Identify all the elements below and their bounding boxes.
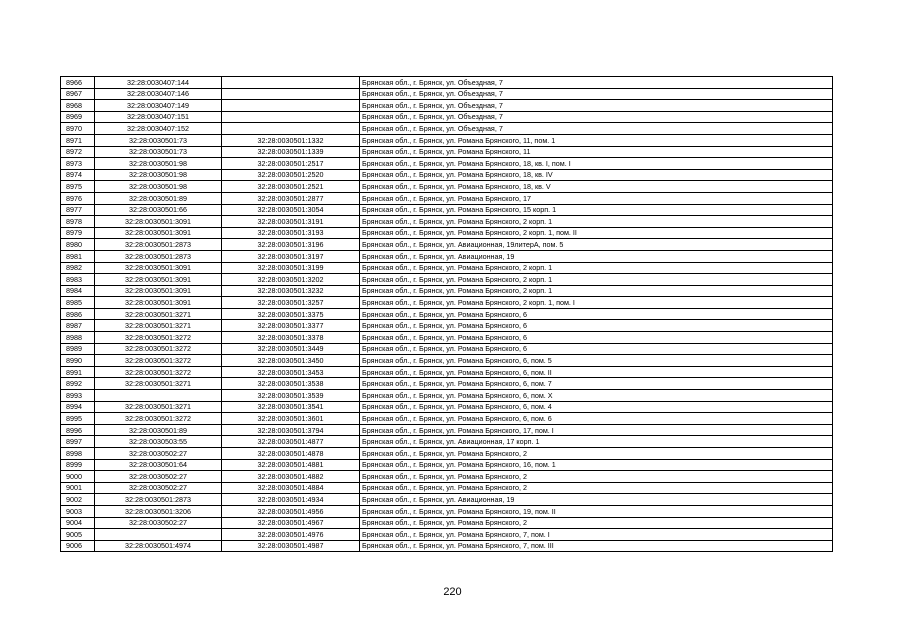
cadastral-number-cell: 32:28:0030407:149 bbox=[95, 100, 222, 112]
table-row bbox=[61, 134, 833, 146]
object-cadastral-number-cell: 32:28:0030501:4956 bbox=[222, 505, 360, 517]
cadastral-number-cell: 32:28:0030502:27 bbox=[95, 471, 222, 483]
cadastral-table bbox=[60, 76, 833, 552]
table-row bbox=[61, 413, 833, 425]
object-cadastral-number-cell: 32:28:0030501:3538 bbox=[222, 378, 360, 390]
table-row bbox=[61, 320, 833, 332]
row-number-cell: 8994 bbox=[61, 401, 95, 413]
table-row bbox=[61, 123, 833, 135]
cadastral-number-cell: 32:28:0030407:144 bbox=[95, 77, 222, 89]
table-row bbox=[61, 308, 833, 320]
row-number-cell: 8977 bbox=[61, 204, 95, 216]
cadastral-number-cell: 32:28:0030501:3091 bbox=[95, 262, 222, 274]
cadastral-number-cell: 32:28:0030501:98 bbox=[95, 181, 222, 193]
object-cadastral-number-cell: 32:28:0030501:4967 bbox=[222, 517, 360, 529]
row-number-cell: 8970 bbox=[61, 123, 95, 135]
object-cadastral-number-cell: 32:28:0030501:4878 bbox=[222, 448, 360, 460]
object-cadastral-number-cell bbox=[222, 111, 360, 123]
cadastral-number-cell: 32:28:0030501:3091 bbox=[95, 216, 222, 228]
address-cell: Брянская обл., г. Брянск, ул. Романа Брянского, 6, пом. X bbox=[360, 390, 833, 402]
object-cadastral-number-cell: 32:28:0030501:3197 bbox=[222, 250, 360, 262]
table-row bbox=[61, 111, 833, 123]
table-row bbox=[61, 401, 833, 413]
address-cell: Брянская обл., г. Брянск, ул. Романа Брянского, 2 bbox=[360, 448, 833, 460]
object-cadastral-number-cell: 32:28:0030501:3539 bbox=[222, 390, 360, 402]
cadastral-number-cell: 32:28:0030501:3206 bbox=[95, 505, 222, 517]
object-cadastral-number-cell: 32:28:0030501:3196 bbox=[222, 239, 360, 251]
cadastral-number-cell: 32:28:0030501:3091 bbox=[95, 227, 222, 239]
address-cell: Брянская обл., г. Брянск, ул. Романа Брянского, 2 bbox=[360, 517, 833, 529]
row-number-cell: 8993 bbox=[61, 390, 95, 402]
row-number-cell: 8988 bbox=[61, 332, 95, 344]
table-row bbox=[61, 239, 833, 251]
address-cell: Брянская обл., г. Брянск, ул. Объездная, 7 bbox=[360, 111, 833, 123]
table-row bbox=[61, 181, 833, 193]
row-number-cell: 8987 bbox=[61, 320, 95, 332]
table-row bbox=[61, 448, 833, 460]
row-number-cell: 8985 bbox=[61, 297, 95, 309]
row-number-cell: 8978 bbox=[61, 216, 95, 228]
object-cadastral-number-cell bbox=[222, 100, 360, 112]
cadastral-number-cell: 32:28:0030503:55 bbox=[95, 436, 222, 448]
address-cell: Брянская обл., г. Брянск, ул. Романа Брянского, 15 корп. 1 bbox=[360, 204, 833, 216]
object-cadastral-number-cell: 32:28:0030501:3449 bbox=[222, 343, 360, 355]
cadastral-number-cell: 32:28:0030501:3272 bbox=[95, 332, 222, 344]
cadastral-number-cell: 32:28:0030501:73 bbox=[95, 146, 222, 158]
table-row bbox=[61, 424, 833, 436]
address-cell: Брянская обл., г. Брянск, ул. Романа Брянского, 6, пом. 4 bbox=[360, 401, 833, 413]
row-number-cell: 8986 bbox=[61, 308, 95, 320]
cadastral-number-cell: 32:28:0030501:2873 bbox=[95, 494, 222, 506]
table-row bbox=[61, 505, 833, 517]
cadastral-number-cell: 32:28:0030501:98 bbox=[95, 169, 222, 181]
row-number-cell: 8981 bbox=[61, 250, 95, 262]
row-number-cell: 8967 bbox=[61, 88, 95, 100]
row-number-cell: 8975 bbox=[61, 181, 95, 193]
object-cadastral-number-cell: 32:28:0030501:1332 bbox=[222, 134, 360, 146]
object-cadastral-number-cell: 32:28:0030501:4987 bbox=[222, 540, 360, 552]
row-number-cell: 8996 bbox=[61, 424, 95, 436]
table-row bbox=[61, 158, 833, 170]
address-cell: Брянская обл., г. Брянск, ул. Романа Брянского, 2 корп. 1 bbox=[360, 274, 833, 286]
object-cadastral-number-cell: 32:28:0030501:3202 bbox=[222, 274, 360, 286]
table-row bbox=[61, 540, 833, 552]
cadastral-number-cell: 32:28:0030501:3271 bbox=[95, 378, 222, 390]
object-cadastral-number-cell: 32:28:0030501:4934 bbox=[222, 494, 360, 506]
cadastral-number-cell: 32:28:0030502:27 bbox=[95, 482, 222, 494]
table-row bbox=[61, 390, 833, 402]
row-number-cell: 8971 bbox=[61, 134, 95, 146]
row-number-cell: 8974 bbox=[61, 169, 95, 181]
cadastral-number-cell: 32:28:0030501:3272 bbox=[95, 355, 222, 367]
table-row bbox=[61, 517, 833, 529]
cadastral-number-cell: 32:28:0030501:3091 bbox=[95, 274, 222, 286]
address-cell: Брянская обл., г. Брянск, ул. Авиационная, 19литерА, пом. 5 bbox=[360, 239, 833, 251]
row-number-cell: 8979 bbox=[61, 227, 95, 239]
object-cadastral-number-cell: 32:28:0030501:3054 bbox=[222, 204, 360, 216]
row-number-cell: 8966 bbox=[61, 77, 95, 89]
row-number-cell: 8982 bbox=[61, 262, 95, 274]
object-cadastral-number-cell: 32:28:0030501:3541 bbox=[222, 401, 360, 413]
address-cell: Брянская обл., г. Брянск, ул. Романа Брянского, 17 bbox=[360, 192, 833, 204]
table-row bbox=[61, 482, 833, 494]
cadastral-number-cell: 32:28:0030407:146 bbox=[95, 88, 222, 100]
cadastral-number-cell: 32:28:0030501:3091 bbox=[95, 297, 222, 309]
row-number-cell: 8999 bbox=[61, 459, 95, 471]
address-cell: Брянская обл., г. Брянск, ул. Романа Брянского, 19, пом. II bbox=[360, 505, 833, 517]
table-row bbox=[61, 88, 833, 100]
cadastral-number-cell: 32:28:0030407:151 bbox=[95, 111, 222, 123]
address-cell: Брянская обл., г. Брянск, ул. Романа Брянского, 2 корп. 1 bbox=[360, 262, 833, 274]
cadastral-number-cell: 32:28:0030407:152 bbox=[95, 123, 222, 135]
cadastral-number-cell: 32:28:0030501:89 bbox=[95, 424, 222, 436]
row-number-cell: 9005 bbox=[61, 529, 95, 541]
row-number-cell: 8980 bbox=[61, 239, 95, 251]
table-row bbox=[61, 436, 833, 448]
address-cell: Брянская обл., г. Брянск, ул. Романа Брянского, 2 корп. 1 bbox=[360, 285, 833, 297]
object-cadastral-number-cell: 32:28:0030501:4881 bbox=[222, 459, 360, 471]
address-cell: Брянская обл., г. Брянск, ул. Объездная, 7 bbox=[360, 77, 833, 89]
address-cell: Брянская обл., г. Брянск, ул. Романа Брянского, 2 bbox=[360, 482, 833, 494]
row-number-cell: 9004 bbox=[61, 517, 95, 529]
cadastral-number-cell: 32:28:0030501:2873 bbox=[95, 250, 222, 262]
address-cell: Брянская обл., г. Брянск, ул. Романа Брянского, 7, пом. III bbox=[360, 540, 833, 552]
address-cell: Брянская обл., г. Брянск, ул. Романа Брянского, 18, кв. IV bbox=[360, 169, 833, 181]
row-number-cell: 8992 bbox=[61, 378, 95, 390]
table-row bbox=[61, 297, 833, 309]
object-cadastral-number-cell: 32:28:0030501:3377 bbox=[222, 320, 360, 332]
address-cell: Брянская обл., г. Брянск, ул. Романа Брянского, 6, пом. 5 bbox=[360, 355, 833, 367]
table-row bbox=[61, 529, 833, 541]
cadastral-number-cell: 32:28:0030501:3272 bbox=[95, 413, 222, 425]
address-cell: Брянская обл., г. Брянск, ул. Романа Брянского, 7, пом. I bbox=[360, 529, 833, 541]
cadastral-number-cell: 32:28:0030501:4974 bbox=[95, 540, 222, 552]
table-row bbox=[61, 332, 833, 344]
address-cell: Брянская обл., г. Брянск, ул. Романа Брянского, 6 bbox=[360, 332, 833, 344]
address-cell: Брянская обл., г. Брянск, ул. Романа Брянского, 2 корп. 1 bbox=[360, 216, 833, 228]
cadastral-number-cell: 32:28:0030502:27 bbox=[95, 517, 222, 529]
cadastral-number-cell: 32:28:0030501:66 bbox=[95, 204, 222, 216]
cadastral-number-cell: 32:28:0030501:3272 bbox=[95, 343, 222, 355]
address-cell: Брянская обл., г. Брянск, ул. Романа Брянского, 18, кв. I, пом. I bbox=[360, 158, 833, 170]
table-row bbox=[61, 216, 833, 228]
address-cell: Брянская обл., г. Брянск, ул. Романа Брянского, 17, пом. I bbox=[360, 424, 833, 436]
object-cadastral-number-cell: 32:28:0030501:3191 bbox=[222, 216, 360, 228]
row-number-cell: 8984 bbox=[61, 285, 95, 297]
row-number-cell: 9006 bbox=[61, 540, 95, 552]
row-number-cell: 8973 bbox=[61, 158, 95, 170]
address-cell: Брянская обл., г. Брянск, ул. Романа Брянского, 6, пом. II bbox=[360, 366, 833, 378]
cadastral-number-cell bbox=[95, 529, 222, 541]
address-cell: Брянская обл., г. Брянск, ул. Романа Брянского, 18, кв. V bbox=[360, 181, 833, 193]
row-number-cell: 9003 bbox=[61, 505, 95, 517]
table-row bbox=[61, 169, 833, 181]
cadastral-number-cell: 32:28:0030501:98 bbox=[95, 158, 222, 170]
cadastral-number-cell: 32:28:0030502:27 bbox=[95, 448, 222, 460]
cadastral-number-cell: 32:28:0030501:3272 bbox=[95, 366, 222, 378]
table-row bbox=[61, 100, 833, 112]
object-cadastral-number-cell: 32:28:0030501:3193 bbox=[222, 227, 360, 239]
table-body bbox=[61, 77, 833, 552]
address-cell: Брянская обл., г. Брянск, ул. Объездная, 7 bbox=[360, 88, 833, 100]
table-row bbox=[61, 274, 833, 286]
table-row bbox=[61, 285, 833, 297]
object-cadastral-number-cell: 32:28:0030501:3378 bbox=[222, 332, 360, 344]
address-cell: Брянская обл., г. Брянск, ул. Романа Брянского, 6, пом. 7 bbox=[360, 378, 833, 390]
table-row bbox=[61, 459, 833, 471]
cadastral-number-cell: 32:28:0030501:3271 bbox=[95, 401, 222, 413]
object-cadastral-number-cell: 32:28:0030501:3232 bbox=[222, 285, 360, 297]
address-cell: Брянская обл., г. Брянск, ул. Романа Брянского, 11, пом. 1 bbox=[360, 134, 833, 146]
object-cadastral-number-cell: 32:28:0030501:4976 bbox=[222, 529, 360, 541]
row-number-cell: 8989 bbox=[61, 343, 95, 355]
cadastral-number-cell: 32:28:0030501:73 bbox=[95, 134, 222, 146]
cadastral-number-cell bbox=[95, 390, 222, 402]
object-cadastral-number-cell: 32:28:0030501:2520 bbox=[222, 169, 360, 181]
table-row bbox=[61, 262, 833, 274]
address-cell: Брянская обл., г. Брянск, ул. Авиационная, 19 bbox=[360, 250, 833, 262]
row-number-cell: 8998 bbox=[61, 448, 95, 460]
table-row bbox=[61, 77, 833, 89]
address-cell: Брянская обл., г. Брянск, ул. Авиационная, 17 корп. 1 bbox=[360, 436, 833, 448]
row-number-cell: 9001 bbox=[61, 482, 95, 494]
object-cadastral-number-cell: 32:28:0030501:3375 bbox=[222, 308, 360, 320]
cadastral-number-cell: 32:28:0030501:2873 bbox=[95, 239, 222, 251]
row-number-cell: 8976 bbox=[61, 192, 95, 204]
table-row bbox=[61, 146, 833, 158]
row-number-cell: 8991 bbox=[61, 366, 95, 378]
object-cadastral-number-cell bbox=[222, 77, 360, 89]
object-cadastral-number-cell bbox=[222, 88, 360, 100]
row-number-cell: 8983 bbox=[61, 274, 95, 286]
object-cadastral-number-cell: 32:28:0030501:3453 bbox=[222, 366, 360, 378]
row-number-cell: 9000 bbox=[61, 471, 95, 483]
object-cadastral-number-cell: 32:28:0030501:3450 bbox=[222, 355, 360, 367]
object-cadastral-number-cell: 32:28:0030501:2521 bbox=[222, 181, 360, 193]
table-row bbox=[61, 227, 833, 239]
address-cell: Брянская обл., г. Брянск, ул. Романа Брянского, 6 bbox=[360, 308, 833, 320]
table-row bbox=[61, 343, 833, 355]
address-cell: Брянская обл., г. Брянск, ул. Романа Брянского, 2 корп. 1, пом. I bbox=[360, 297, 833, 309]
address-cell: Брянская обл., г. Брянск, ул. Объездная, 7 bbox=[360, 100, 833, 112]
object-cadastral-number-cell: 32:28:0030501:2517 bbox=[222, 158, 360, 170]
object-cadastral-number-cell: 32:28:0030501:1339 bbox=[222, 146, 360, 158]
table-row bbox=[61, 250, 833, 262]
cadastral-number-cell: 32:28:0030501:89 bbox=[95, 192, 222, 204]
table-row bbox=[61, 471, 833, 483]
address-cell: Брянская обл., г. Брянск, ул. Романа Брянского, 2 корп. 1, пом. II bbox=[360, 227, 833, 239]
table-row bbox=[61, 366, 833, 378]
table-row bbox=[61, 494, 833, 506]
address-cell: Брянская обл., г. Брянск, ул. Романа Брянского, 6, пом. 6 bbox=[360, 413, 833, 425]
page-number: 220 bbox=[443, 586, 462, 598]
address-cell: Брянская обл., г. Брянск, ул. Романа Брянского, 11 bbox=[360, 146, 833, 158]
cadastral-number-cell: 32:28:0030501:3091 bbox=[95, 285, 222, 297]
object-cadastral-number-cell: 32:28:0030501:3199 bbox=[222, 262, 360, 274]
object-cadastral-number-cell: 32:28:0030501:3601 bbox=[222, 413, 360, 425]
row-number-cell: 8990 bbox=[61, 355, 95, 367]
table-row bbox=[61, 378, 833, 390]
table-row bbox=[61, 192, 833, 204]
object-cadastral-number-cell: 32:28:0030501:3794 bbox=[222, 424, 360, 436]
address-cell: Брянская обл., г. Брянск, ул. Объездная, 7 bbox=[360, 123, 833, 135]
row-number-cell: 8995 bbox=[61, 413, 95, 425]
row-number-cell: 8972 bbox=[61, 146, 95, 158]
table-row bbox=[61, 355, 833, 367]
cadastral-number-cell: 32:28:0030501:3271 bbox=[95, 320, 222, 332]
object-cadastral-number-cell bbox=[222, 123, 360, 135]
table-row bbox=[61, 204, 833, 216]
row-number-cell: 8969 bbox=[61, 111, 95, 123]
object-cadastral-number-cell: 32:28:0030501:4882 bbox=[222, 471, 360, 483]
address-cell: Брянская обл., г. Брянск, ул. Романа Брянского, 6 bbox=[360, 343, 833, 355]
address-cell: Брянская обл., г. Брянск, ул. Авиационная, 19 bbox=[360, 494, 833, 506]
object-cadastral-number-cell: 32:28:0030501:3257 bbox=[222, 297, 360, 309]
row-number-cell: 8968 bbox=[61, 100, 95, 112]
row-number-cell: 8997 bbox=[61, 436, 95, 448]
row-number-cell: 9002 bbox=[61, 494, 95, 506]
object-cadastral-number-cell: 32:28:0030501:4884 bbox=[222, 482, 360, 494]
cadastral-number-cell: 32:28:0030501:3271 bbox=[95, 308, 222, 320]
cadastral-number-cell: 32:28:0030501:64 bbox=[95, 459, 222, 471]
object-cadastral-number-cell: 32:28:0030501:2877 bbox=[222, 192, 360, 204]
address-cell: Брянская обл., г. Брянск, ул. Романа Брянского, 16, пом. 1 bbox=[360, 459, 833, 471]
address-cell: Брянская обл., г. Брянск, ул. Романа Брянского, 2 bbox=[360, 471, 833, 483]
address-cell: Брянская обл., г. Брянск, ул. Романа Брянского, 6 bbox=[360, 320, 833, 332]
object-cadastral-number-cell: 32:28:0030501:4877 bbox=[222, 436, 360, 448]
